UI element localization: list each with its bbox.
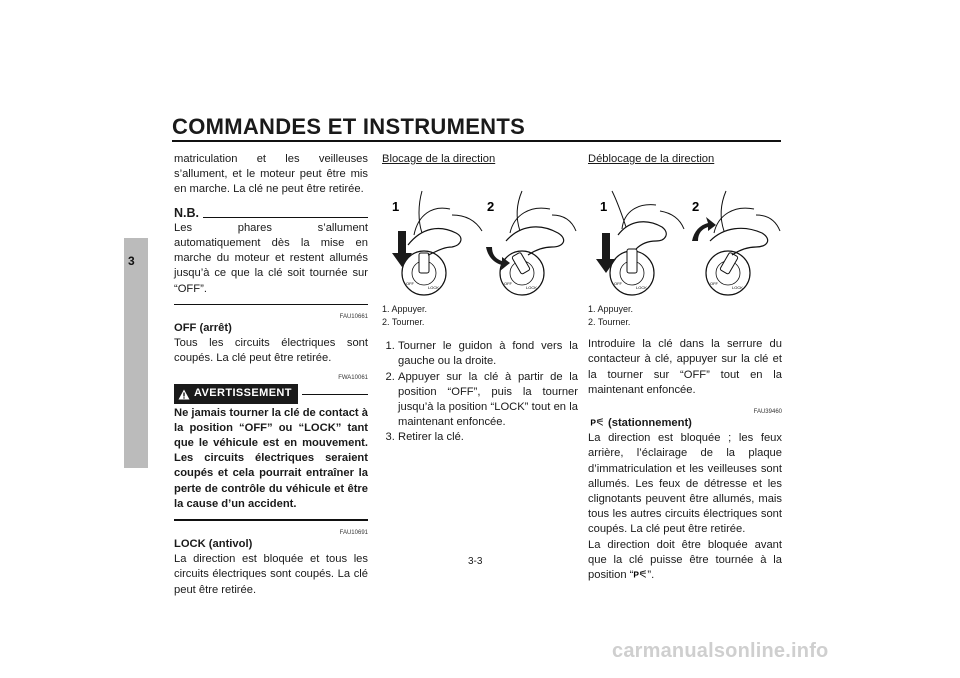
warning-header: [174, 384, 368, 403]
column-1: [174, 152, 368, 598]
page-title: COMMANDES ET INSTRUMENTS: [172, 114, 526, 139]
warning-divider: [174, 519, 368, 521]
warning-triangle-icon: [178, 389, 190, 400]
parking-symbol-icon: [633, 569, 647, 579]
divider: [174, 304, 368, 305]
svg-text:OFF: OFF: [614, 281, 622, 287]
column-3: [588, 152, 782, 583]
parking-text: La direction est bloquée ; les feux arrière, l’éclairage de la plaque d’immatriculation et les veilleuses sont allumés. Les feux de détresse et les clignotants peuvent être allumés, mais tous les autres circuits électriques sont coupés. La clé peut être retirée.: [588, 432, 782, 536]
nb-text: Les phares s’allument automatiquement dès la mise en marche du moteur et restent allumés jusqu’à ce que la clé soit tournée sur “OFF”.: [174, 221, 368, 295]
list-item: 3. Retirer la clé.: [398, 430, 578, 445]
warning-label: AVERTISSEMENT: [194, 387, 292, 400]
svg-text:OFF: OFF: [710, 281, 718, 287]
parking-heading-row: [588, 416, 782, 431]
parking-symbol-icon: [590, 417, 604, 427]
warning-code: FWA10061: [338, 375, 368, 382]
svg-text:LOCK: LOCK: [636, 285, 647, 291]
figure-caption: 1. Appuyer. 2. Tourner.: [588, 304, 634, 328]
key-illustration: [382, 175, 578, 297]
parking-heading: (stationnement): [608, 417, 692, 430]
off-text: Tous les circuits électriques sont coupés. La clé peut être retirée.: [174, 337, 368, 365]
unlock-intro-text: Introduire la clé dans la serrure du contacteur à clé, appuyer sur la clé et la tourner sur “OFF” tout en la maintenant enfoncée.: [588, 338, 782, 396]
steering-lock-figure: [382, 175, 578, 297]
steering-lock-heading: Blocage de la direction: [382, 153, 496, 165]
svg-text:LOCK: LOCK: [732, 285, 743, 291]
list-item: 1. Tourner le guidon à fond vers la gauche ou la droite.: [398, 339, 578, 369]
nb-label: N.B.: [174, 205, 199, 220]
intro-text: matriculation et les veilleuses s’allument, et le moteur peut être mis en marche. La clé ne peut être retirée.: [174, 153, 368, 196]
turn-arrow-icon: [692, 217, 716, 241]
steering-unlock-figure: [588, 175, 782, 297]
figure-label-2: 2: [487, 199, 495, 215]
warning-badge: [174, 384, 298, 403]
figure-caption: 1. Appuyer. 2. Tourner.: [382, 304, 428, 328]
page-number: 3-3: [468, 556, 483, 567]
column-2: [382, 152, 578, 446]
steps-list: [382, 339, 578, 445]
lock-heading: LOCK (antivol): [174, 538, 253, 551]
steering-unlock-heading: Déblocage de la direction: [588, 153, 715, 165]
parking-text-2: La direction doit être bloquée avant que la clé puisse être tournée à la position “ ”.: [588, 538, 782, 582]
svg-text:LOCK: LOCK: [428, 285, 439, 291]
svg-text:OFF: OFF: [406, 281, 414, 287]
warning-text: Ne jamais tourner la clé de contact à la position “OFF” ou “LOCK” tant que le véhicule est en mouvement. Les circuits électriques seraient coupés et cela pourrait entraîner la perte de contrôle du véhicule et être la cause d’un accident.: [174, 406, 368, 510]
svg-text:LOCK: LOCK: [526, 285, 537, 291]
watermark: carmanualsonline.info: [612, 640, 829, 662]
nb-header: [174, 206, 368, 221]
key-illustration: [588, 175, 782, 297]
lock-text: La direction est bloquée et tous les circuits électriques sont coupés. La clé peut être retirée.: [174, 553, 368, 596]
figure-label-2: 2: [692, 199, 700, 215]
off-code: FAU10661: [339, 313, 368, 320]
section-tab: 3: [124, 238, 148, 468]
figure-label-1: 1: [392, 199, 400, 215]
svg-text:OFF: OFF: [504, 281, 512, 287]
parking-code: FAU39460: [753, 409, 782, 416]
title-rule: [172, 140, 781, 142]
off-heading: OFF (arrêt): [174, 321, 232, 334]
list-item: 2. Appuyer sur la clé à partir de la position “OFF”, puis la tourner jusqu’à la position “LOCK” tout en la maintenant enfoncée.: [398, 370, 578, 431]
lock-code: FAU10691: [339, 530, 368, 537]
figure-label-1: 1: [600, 199, 608, 215]
